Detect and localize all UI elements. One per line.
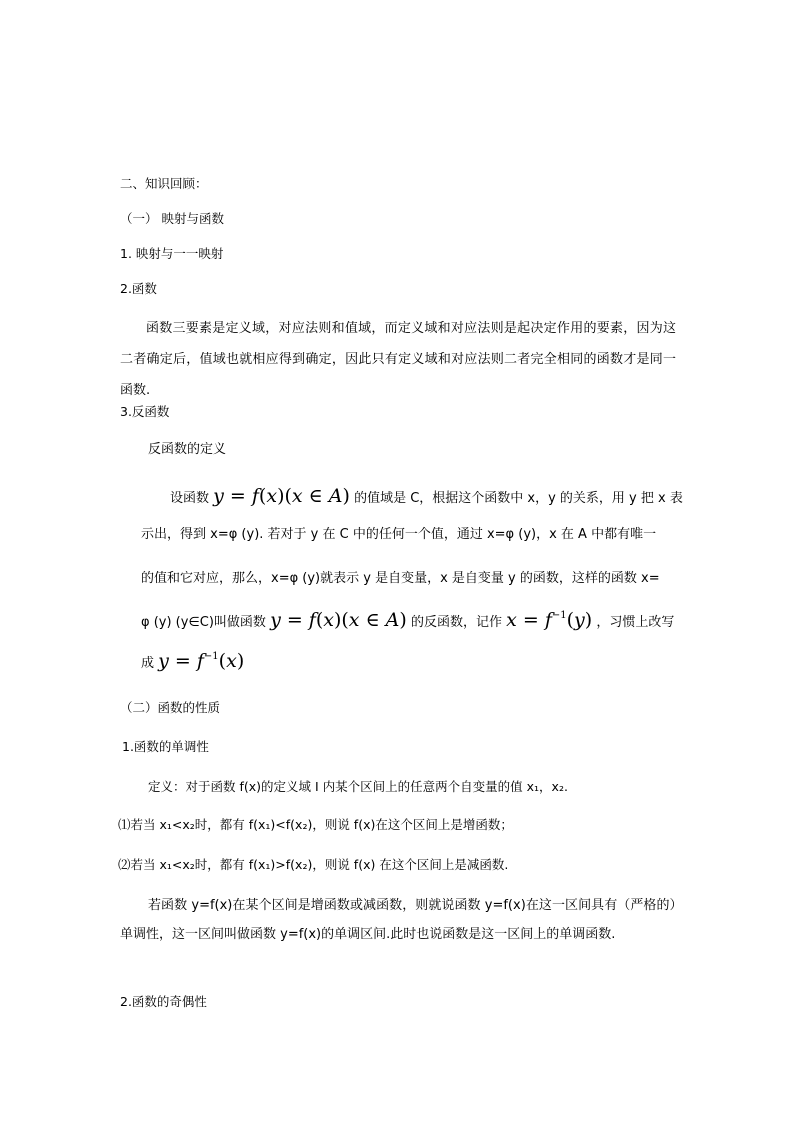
- monotonicity-heading: 1.函数的单调性: [122, 739, 209, 754]
- inverse-text: 成: [141, 656, 155, 671]
- subsection-heading-mapping: （一） 映射与函数: [120, 211, 224, 226]
- inverse-line-3: 的值和它对应，那么，x=φ (y)就表示 y 是自变量，x 是自变量 y 的函数，这样的函数 x=: [141, 571, 660, 586]
- item-function: 2.函数: [120, 281, 157, 296]
- formula-x-equals-f-inverse-y: $x = f^{-1}(y)$: [506, 609, 593, 631]
- parity-heading: 2.函数的奇偶性: [120, 994, 207, 1009]
- inverse-line-5: [141, 648, 244, 677]
- item-mapping: 1. 映射与一一映射: [120, 246, 224, 261]
- subsection-heading-properties: （二）函数的性质: [120, 700, 221, 715]
- section-heading-review: 二、知识回顾：: [120, 176, 208, 191]
- monotonicity-decreasing: ⑵若当 x₁<x₂时，都有 f(x₁)>f(x₂)，则说 f(x) 在这个区间上是减函数.: [118, 857, 509, 872]
- paragraph-monotonic-interval: 若函数 y=f(x)在某个区间是增函数或减函数，则就说函数 y=f(x)在这一区间具有（严格的）单调性，这一区间叫做函数 y=f(x)的单调区间.此时也说函数是这一区间上的单调函数.: [120, 898, 676, 942]
- inverse-text: 的反函数，记作: [410, 615, 502, 630]
- inverse-definition-title: 反函数的定义: [148, 442, 227, 457]
- inverse-text: φ (y) (y∈C)叫做函数: [141, 615, 266, 630]
- paragraph-function-elements: 函数三要素是定义域，对应法则和值域，而定义域和对应法则是起决定作用的要素，因为这二者确定后，值域也就相应得到确定，因此只有定义域和对应法则二者完全相同的函数才是同一函数.: [120, 321, 676, 398]
- inverse-text: 的值域是 C，根据这个函数中 x，y 的关系，用 y 把 x 表: [354, 491, 683, 506]
- item-inverse-function: 3.反函数: [120, 404, 170, 419]
- formula-y-equals-f-x: y = f(x)(x ∈ A): [213, 485, 350, 507]
- formula-y-equals-f-x: y = f(x)(x ∈ A): [270, 609, 407, 631]
- monotonicity-increasing: ⑴若当 x₁<x₂时，都有 f(x₁)<f(x₂)，则说 f(x)在这个区间上是增函数；: [118, 817, 513, 832]
- inverse-text: 设函数: [170, 491, 210, 506]
- inverse-line-1: [170, 483, 683, 512]
- inverse-line-4: [141, 607, 674, 636]
- monotonicity-definition: 定义：对于函数 f(x)的定义域 I 内某个区间上的任意两个自变量的值 x₁，x₂.: [148, 779, 568, 794]
- inverse-text: ，习惯上改写: [596, 615, 675, 630]
- inverse-line-2: 示出，得到 x=φ (y). 若对于 y 在 C 中的任何一个值，通过 x=φ (y)，x 在 A 中都有唯一: [141, 527, 657, 542]
- formula-y-equals-f-inverse-x: $y = f^{-1}(x)$: [158, 650, 245, 672]
